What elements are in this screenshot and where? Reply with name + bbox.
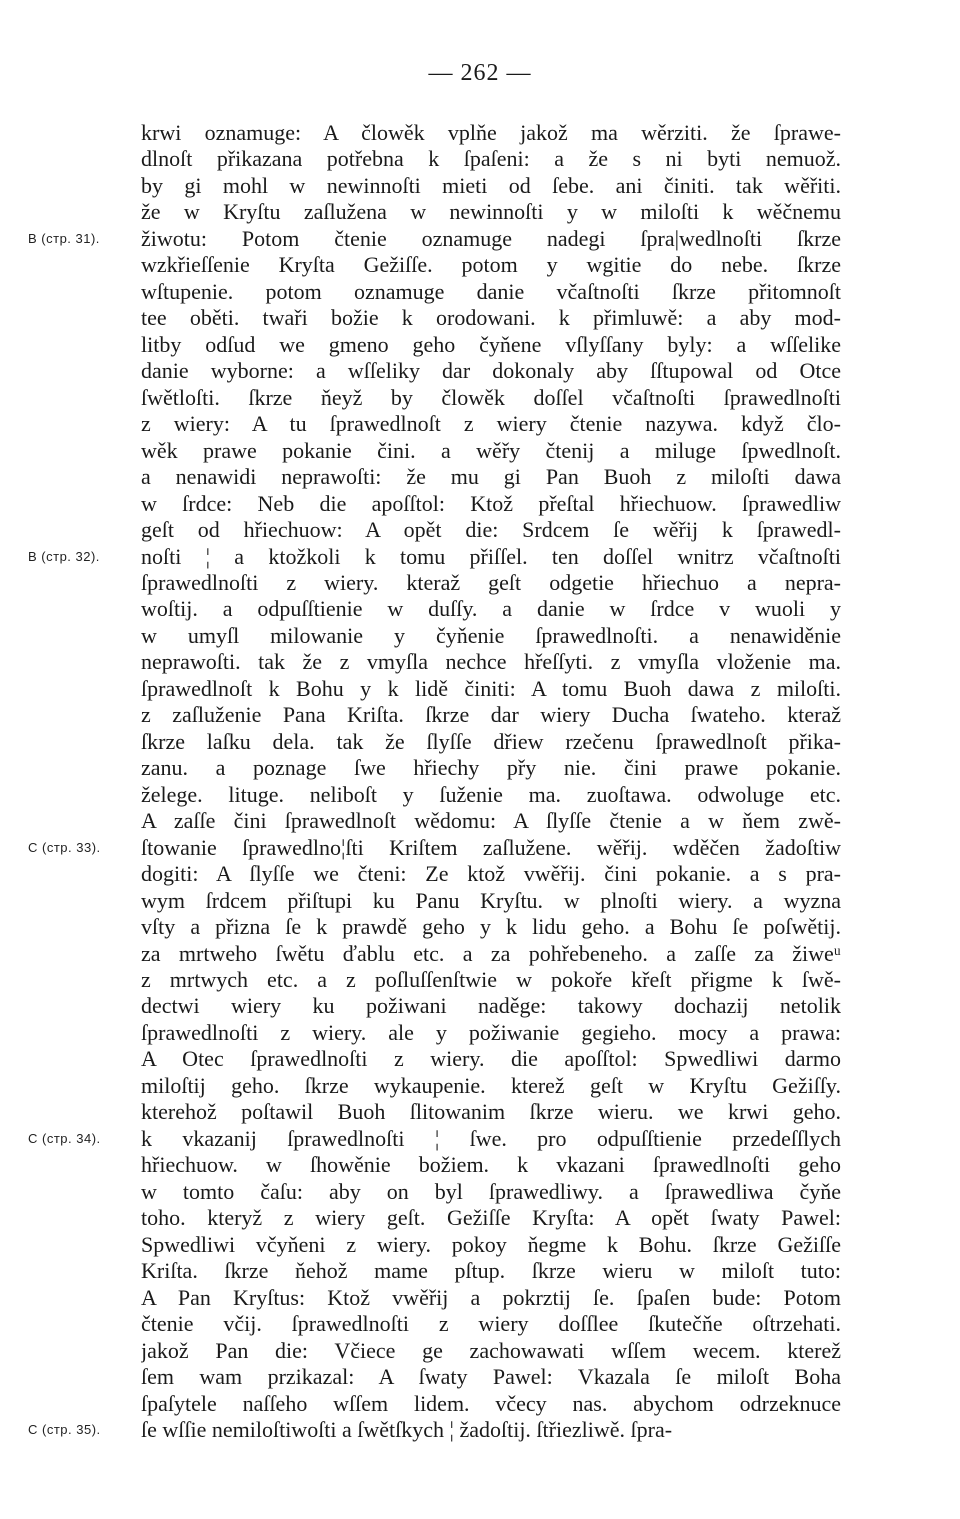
text-line: k vkazanij ſprawedlnoſti ¦ ſwe. pro odpuſſtienie przedeſſlych [141, 1125, 841, 1151]
text-line: ſwětloſti. ſkrze ňeyž by člowěk doſſel včaſtnoſti ſprawedlnoſti [141, 384, 841, 410]
text-line: krwi oznamuge: A člowěk vplňe jakož ma wěrziti. že ſprawe- [141, 120, 841, 145]
text-line: a nenawidi neprawoſti: že mu gi Pan Buoh z miloſti dawa [141, 464, 841, 490]
text-line: z wiery: A tu ſprawedlnoſt z wiery čtenie nazywa. když člo- [141, 411, 841, 437]
text-line: hřiechuow. w ſhowěnie božiem. k vkazani ſprawedlnoſti geho [141, 1152, 841, 1178]
text-line: ſkrze laſku dela. tak že ſlyſſe dřiew rzečenu ſprawedlnoſt přika- [141, 728, 841, 754]
margin-note: C (стр. 34). [28, 1130, 101, 1146]
text-line: dogiti: A ſlyſſe we čteni: Ze ktož vwěřij. čini pokanie. a s pra- [141, 861, 841, 887]
text-line: tee oběti. twaři božie k orodowani. k přimluwě: a aby mod- [141, 305, 841, 331]
text-line: ſtowanie ſprawedlno¦ſti Kriſtem zaſlužene. wěřij. wděčen žadoſtiw [141, 834, 841, 860]
page-number: — 262 — [428, 60, 532, 86]
text-line: ſem wam przikazal: A ſwaty Pawel: Vkazala ſe miloſt Boha [141, 1364, 841, 1390]
text-line: že w Kryſtu zaſlužena w newinnoſti y w miloſti k wěčnemu [141, 199, 841, 225]
text-line: w umyſl milowanie y čyňenie ſprawedlnoſti. a nenawiděnie [141, 622, 841, 648]
text-line: želege. lituge. neliboſt y ſuženie ma. zuoſtawa. odwoluge etc. [141, 781, 841, 807]
text-line: kterehož poſtawil Buoh ſlitowanim ſkrze wieru. we krwi geho. [141, 1099, 841, 1125]
text-line: miloſtij geho. ſkrze wykaupenie. kterež geſt w Kryſtu Gežiſſy. [141, 1072, 841, 1098]
text-line: wěk prawe pokanie čini. a wěřy čtenij a miluge ſpwedlnoſt. [141, 437, 841, 463]
text-line: woſtij. a odpuſſtienie w duſſy. a danie w ſrdce v wuoli y [141, 596, 841, 622]
main-text [141, 120, 841, 1443]
text-line: neprawoſti. tak že z vmyſla nechce hřeſſyti. z vmyſla vloženie ma. [141, 649, 841, 675]
text-line: toho. kteryž z wiery geſt. Gežiſſe Kryſta: A opět ſwaty Pawel: [141, 1205, 841, 1231]
text-line: ſprawedlnoſt k Bohu y k lidě činiti: A tomu Buoh dawa z miloſti. [141, 675, 841, 701]
text-line: A Pan Kryſtus: Ktož vwěřij a pokrztij ſe. ſpaſen bude: Potom [141, 1284, 841, 1310]
text-line: z zaſluženie Pana Kriſta. ſkrze dar wiery Ducha ſwateho. kteraž [141, 702, 841, 728]
text-line: wym ſrdcem přiſtupi ku Panu Kryſtu. w plnoſti wiery. a wyzna [141, 887, 841, 913]
text-line: žiwotu: Potom čtenie oznamuge nadegi ſpra|wedlnoſti ſkrze [141, 225, 841, 251]
text-line: danie wyborne: a wſſeliky dar dokonaly aby ſſtupowal od Otce [141, 358, 841, 384]
text-line: A zaſſe čini ſprawedlnoſt wědomu: A ſlyſſe čtenie a w ňem zwě- [141, 808, 841, 834]
text-line: ſe wſſie nemiloſtiwoſti a ſwětſkych ¦ žadoſtij. ſtřiezliwě. ſpra- [141, 1416, 673, 1442]
margin-note: B (стр. 31). [28, 230, 100, 246]
text-line: by gi mohl w newinnoſti mieti od ſebe. ani činiti. tak wěřiti. [141, 172, 841, 198]
text-line: čtenie včij. ſprawedlnoſti z wiery doſſlee ſkutečňe oſtrzehati. [141, 1311, 841, 1337]
margin-note: C (стр. 33). [28, 839, 101, 855]
text-line: litby odſud we gmeno geho čyňene vſlyſſany byly: a wſſelike [141, 331, 841, 357]
text-line: za mrtweho ſwětu ďablu etc. a za pohřebeneho. a zaſſe za žiweᵘ [141, 940, 841, 966]
margin-note: B (стр. 32). [28, 548, 100, 564]
text-line: Spwedliwi včyňeni z wiery. pokoy ňegme k Bohu. ſkrze Gežiſſe [141, 1231, 841, 1257]
text-line: z mrtwych etc. a z poſluſſenſtwie w pokoře křeſt přigme k ſwě- [141, 967, 841, 992]
text-line: w ſrdce: Neb die apoſſtol: Ktož přeſtal hřiechuow. ſprawedliw [141, 490, 841, 516]
text-line: vſty a přizna ſe k prawdě geho y k lidu geho. a Bohu ſe poſwětij. [141, 914, 841, 940]
text-line: jakož Pan die: Včiece ge zachowawati wſſem wecem. kterež [141, 1337, 841, 1363]
text-line: A Otec ſprawedlnoſti z wiery. die apoſſtol: Spwedliwi darmo [141, 1046, 841, 1072]
text-line: ſprawedlnoſti z wiery. kteraž geſt odgetie hřiechuo a nepra- [141, 569, 841, 595]
text-line: wzkřieſſenie Kryſta Gežiſſe. potom y wgitie do nebe. ſkrze [141, 252, 841, 278]
text-line: ſprawedlnoſti z wiery. ale y požiwanie gegieho. mocy a prawa: [141, 1019, 841, 1045]
text-line: w tomto čaſu: aby on byl ſprawedliwy. a ſprawedliwa čyňe [141, 1178, 841, 1204]
text-line: geſt od hřiechuow: A opět die: Srdcem ſe wěřij k ſprawedl- [141, 517, 841, 543]
text-line: dlnoſt přikazana potřebna k ſpaſeni: a že s ni byti nemuož. [141, 146, 841, 172]
text-line: ſpaſytele naſſeho wſſem lidem. včecy nas. abychom odrzeknuce [141, 1390, 841, 1416]
text-line: zanu. a poznage ſwe hřiechy přy nie. čini prawe pokanie. [141, 755, 841, 781]
text-line: noſti ¦ a ktožkoli k tomu přiſſel. ten doſſel wnitrz včaſtnoſti [141, 543, 841, 569]
margin-note: C (стр. 35). [28, 1422, 101, 1438]
text-line: Kriſta. ſkrze ňehož mame pſtup. ſkrze wieru w miloſt tuto: [141, 1258, 841, 1284]
text-line: dectwi wiery ku požiwani naděge: takowy dochazij netolik [141, 993, 841, 1019]
text-line: wſtupenie. potom oznamuge danie včaſtnoſti ſkrze přitomnoſt [141, 278, 841, 304]
